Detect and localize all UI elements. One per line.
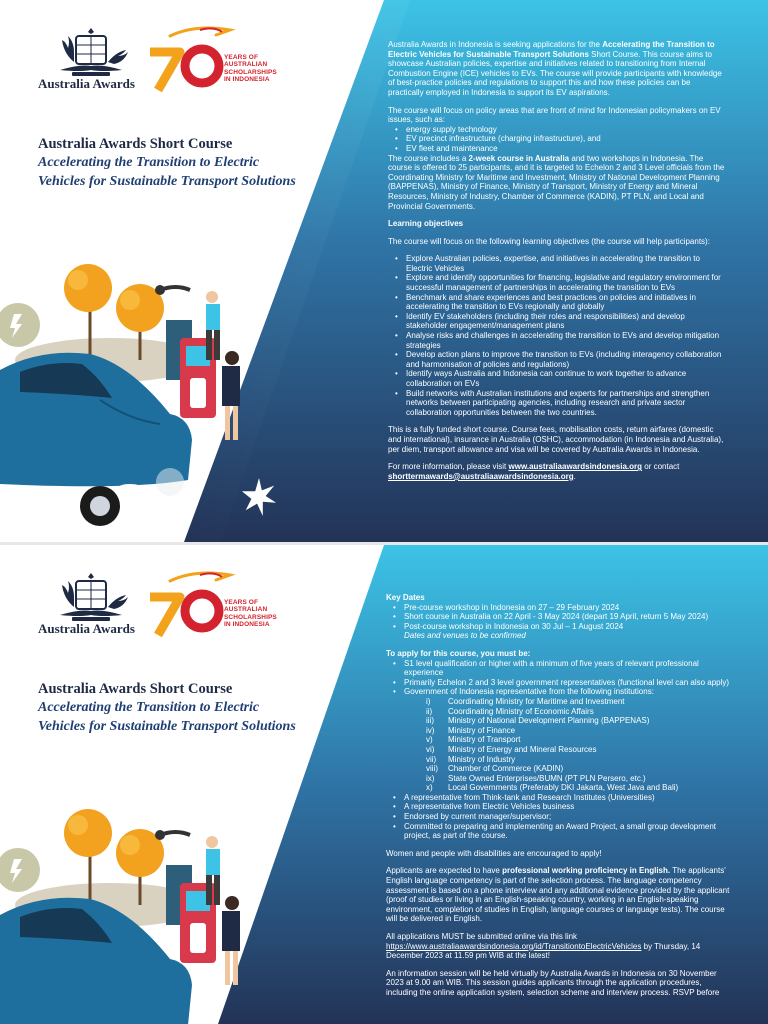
ev-charging-illustration: [0, 795, 260, 1024]
list-item: • Analyse risks and challenges in accelerating the transition to EVs and develop mitigation strategies: [388, 331, 728, 350]
list-item: • Identify EV stakeholders (including their roles and responsibilities) and develop stakeholder engagement/management plans: [388, 312, 728, 331]
institution-item: vi) Ministry of Energy and Mineral Resources: [426, 744, 597, 754]
application-link[interactable]: https://www.australiaawardsindonesia.org/id/TransitiontoElectricVehicles: [386, 941, 642, 951]
institution-item: i) Coordinating Ministry for Maritime and Investment: [426, 696, 625, 706]
list-item: • Explore Australian policies, expertise, and initiatives in accelerating the transition to Electric Vehicles: [388, 254, 728, 273]
list-item: • Post-course workshop in Indonesia on 30 Jul – 1 August 2024: [386, 622, 732, 632]
focus-list: [388, 125, 728, 154]
list-item: • Primarily Echelon 2 and 3 level government representatives (functional level can also apply): [386, 678, 732, 688]
english-paragraph: Applicants are expected to have professional working proficiency in English. The applicants' English language competency is part of the selection process. The language competency assessment is based on a phone interview and any additional evidence provided by the applicant (proof of studies or living in an English-speaking country, working in an English-speaking environment, completion of studies in English, language courses or language tests). The course will be delivered in English.: [386, 866, 730, 924]
focus-intro: The course will focus on policy areas that are front of mind for Indonesian policymakers on EV issues, such as:: [388, 105, 721, 125]
list-item: • Explore and identify opportunities for financing, legislative and regulatory environment for successful management of partnerships in accelerating the transition to EVs: [388, 273, 728, 292]
anniversary-tagline: YEARS OF AUSTRALIAN SCHOLARSHIPS IN INDONESIA: [224, 54, 277, 84]
list-item: • Committed to preparing and implementing an Award Project, a small group development project, as part of the course.: [386, 822, 732, 841]
objectives-heading: Learning objectives: [388, 219, 464, 229]
info-session-paragraph: An information session will be held virtually by Australia Awards in Indonesia on 30 November 2023 at 9.00 am WIB. This session guides applicants through the application procedures, including the online application system, selection scheme and interview process. RSVP before: [386, 968, 720, 997]
institution-item: iii) Ministry of National Development Planning (BAPPENAS): [426, 716, 650, 726]
list-item: • Benchmark and share experiences and best practices on policies and initiatives in accelerating the transition to EVs regionally and globally: [388, 293, 728, 312]
list-item: • energy supply technology: [388, 125, 728, 135]
ev-illustration-group: [0, 264, 240, 526]
list-item: • Build networks with Australian institutions and experts for partnerships and strengthen networks between participating agencies, including research and private sector collaboration opportunities between the two countries.: [388, 389, 728, 418]
list-item: • S1 level qualification or higher with a minimum of five years of relevant professional experience: [386, 659, 732, 678]
encourage-paragraph: Women and people with disabilities are encouraged to apply!: [386, 848, 602, 858]
institution-item: ii) Coordinating Ministry of Economic Affairs: [426, 706, 594, 716]
anniversary-tagline: YEARS OF AUSTRALIAN SCHOLARSHIPS IN INDONESIA: [224, 599, 277, 629]
list-item: • EV precinct infrastructure (charging infrastructure), and: [388, 134, 728, 144]
course-label: Australia Awards Short Course: [38, 681, 233, 697]
institution-item: x) Local Governments (Preferably DKI Jakarta, West Java and Bali): [426, 783, 679, 793]
page1-content: [388, 40, 728, 489]
funding-paragraph: This is a fully funded short course. Course fees, mobilisation costs, return airfares (domestic and international), insurance in Australia (OSHC), accommodation (in Indonesia and Australia), per diem, transport allowance and visa will be covered by Australia Awards in Indonesia.: [388, 425, 724, 454]
list-item: • Endorsed by current manager/supervisor;: [386, 812, 732, 822]
list-item: • Government of Indonesia representative from the following institutions:: [386, 687, 732, 697]
flyer-page-2: [0, 545, 768, 1024]
coat-of-arms-icon: [46, 571, 136, 625]
list-item: • A representative from Think-tank and Research Institutes (Universities): [386, 793, 732, 803]
institution-item: vii) Ministry of Industry: [426, 754, 516, 764]
list-item: • A representative from Electric Vehicles business: [386, 802, 732, 812]
list-item: • Pre-course workshop in Indonesia on 27 – 29 February 2024: [386, 603, 732, 613]
list-item: • Identify ways Australia and Indonesia can continue to work together to advance collaboration on EVs: [388, 369, 728, 388]
commonwealth-star-icon: [240, 478, 278, 516]
objectives-list: [388, 254, 728, 417]
ev-illustration-group: [0, 809, 240, 1024]
intro-paragraph: Australia Awards in Indonesia is seeking applications for the Accelerating the Transition to Electric Vehicles for Sustainable Transport Solutions Short Course. This course aims to showcase Australian policies, expertise and initiatives related to transitioning from Internal Combustion Engine (ICE) vehicles to EVs. The course will provide participants with knowledge of best-practice policies and regulations to support this and how these policies can be practically employed in Indonesia to support its EV aspirations.: [388, 40, 722, 97]
course-title: Accelerating the Transition to Electric Vehicles for Sustainable Transport Solutions: [38, 155, 296, 189]
course-title: Accelerating the Transition to Electric Vehicles for Sustainable Transport Solutions: [38, 700, 296, 734]
key-dates-heading: Key Dates: [386, 593, 425, 602]
org-name: Australia Awards: [38, 76, 135, 91]
institution-item: ix) State Owned Enterprises/BUMN (PT PLN Persero, etc.): [426, 773, 646, 783]
email-link[interactable]: shorttermawards@australiaawardsindonesia.org: [388, 471, 574, 481]
institution-item: v) Ministry of Transport: [426, 735, 521, 745]
apply-paragraph: All applications MUST be submitted online via this link https://www.australiaawardsindonesia.org/id/TransitiontoElectricVehicles by Thursday, 14 December 2023 at 11.59 pm WIB at the latest!: [386, 932, 701, 961]
eligibility-heading: To apply for this course, you must be:: [386, 648, 531, 658]
dates-note: Dates and venues to be confirmed: [404, 631, 526, 641]
course-label: Australia Awards Short Course: [38, 136, 233, 152]
list-item: • Short course in Australia on 22 April - 3 May 2024 (depart 19 April, return 5 May 2024): [386, 612, 732, 622]
ev-charging-illustration: [0, 250, 260, 542]
coat-of-arms-icon: [46, 26, 136, 80]
list-item: • EV fleet and maintenance: [388, 144, 728, 154]
eligibility-list: [386, 659, 732, 841]
objectives-intro: The course will focus on the following learning objectives (the course will help participants):: [388, 236, 710, 246]
list-item: • Develop action plans to improve the transition to EVs (including interagency collaboration and harmonisation of policies and regulations): [388, 350, 728, 369]
contact-paragraph: For more information, please visit www.australiaawardsindonesia.org or contact shorttermawards@australiaawardsindonesia.org.: [388, 462, 680, 481]
structure-paragraph: The course includes a 2-week course in Australia and two workshops in Indonesia. The course is offered to 25 participants, and it is targeted to Echelon 2 and 3 Level officials from the Coordinating Ministry for Maritime and Investment, Ministry of National Development Planning (BAPPENAS), Ministry of Finance, Ministry of Transport, Ministry of Energy and Mineral Resources, Ministry of Industry, Chamber of Commerce (KADIN), PT PLN, and Local and Provincial Governments.: [388, 153, 725, 211]
institution-item: iv) Ministry of Finance: [426, 725, 516, 735]
website-link[interactable]: www.australiaawardsindonesia.org: [508, 462, 643, 472]
org-name: Australia Awards: [38, 621, 135, 636]
page2-content: [386, 593, 732, 1006]
institution-item: viii) Chamber of Commerce (KADIN): [426, 764, 564, 774]
key-dates-list: [386, 603, 732, 632]
